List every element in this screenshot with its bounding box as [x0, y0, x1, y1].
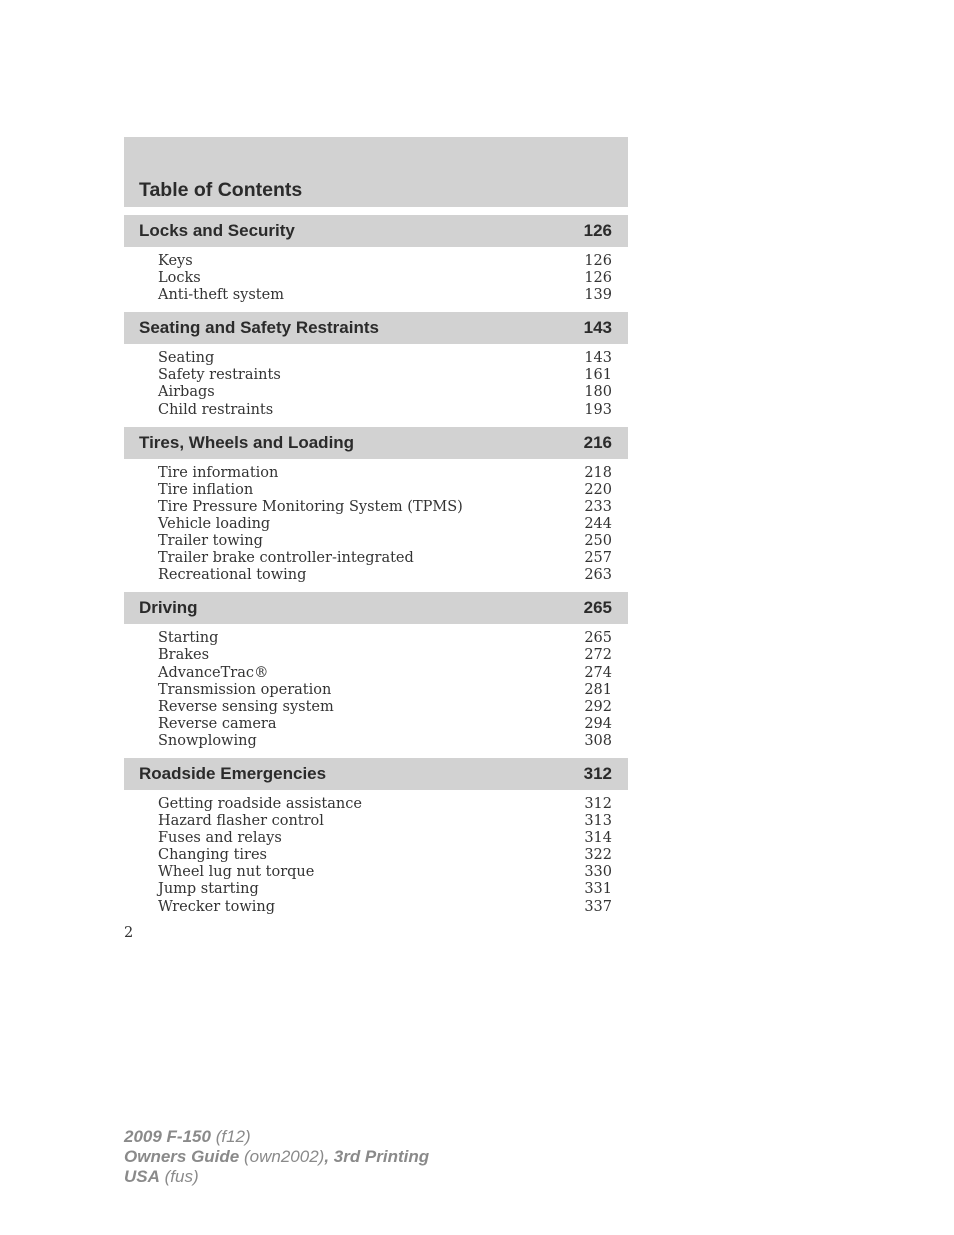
toc-entry-label: Keys — [158, 253, 193, 269]
footer-line-2 — [124, 1147, 429, 1167]
footer-market-code: (fus) — [164, 1167, 199, 1186]
toc-entry-label: Brakes — [158, 647, 210, 664]
toc-entry[interactable] — [124, 699, 628, 716]
toc-entry[interactable] — [124, 899, 628, 916]
toc-entry[interactable] — [124, 881, 628, 898]
toc-entry-label: Seating — [158, 350, 215, 367]
toc-entry-label: Trailer brake controller-integrated — [158, 550, 414, 567]
toc-entry-label: Vehicle loading — [158, 515, 271, 532]
toc-entry[interactable] — [124, 270, 628, 287]
section-page-number: 265 — [583, 598, 612, 618]
section-title: Seating and Safety Restraints — [139, 318, 379, 338]
toc-entry[interactable] — [124, 716, 628, 733]
toc-entry[interactable] — [124, 253, 628, 270]
toc-entry-label: Anti-theft system — [158, 287, 284, 304]
toc-entry-label: Locks — [158, 270, 201, 287]
toc-entry-page: 250 — [584, 533, 612, 550]
toc-entry-page: 244 — [584, 515, 612, 532]
toc-entry[interactable] — [124, 630, 628, 647]
toc-entry-page: 292 — [584, 698, 612, 715]
footer-market: USA — [124, 1167, 160, 1186]
toc-entry-page: 312 — [584, 795, 612, 812]
section-item-list — [124, 459, 628, 593]
toc-entry[interactable] — [124, 533, 628, 550]
section-item-list — [124, 624, 628, 758]
footer-guide-code: (own2002) — [243, 1147, 325, 1166]
toc-entry-page: 218 — [584, 464, 612, 481]
section-header[interactable] — [124, 215, 628, 247]
toc-section — [124, 592, 628, 758]
section-header[interactable] — [124, 592, 628, 624]
section-page-number: 216 — [583, 432, 612, 452]
toc-entry-page: 274 — [584, 664, 612, 681]
toc-entry-page: 126 — [584, 270, 612, 287]
toc-entry-page: 139 — [584, 287, 612, 304]
toc-entry-label: Wheel lug nut torque — [158, 864, 315, 881]
toc-entry-page: 161 — [584, 367, 612, 384]
toc-entry-label: Recreational towing — [158, 567, 307, 584]
toc-entry[interactable] — [124, 847, 628, 864]
toc-section — [124, 427, 628, 593]
toc-entry-page: 143 — [584, 350, 612, 367]
toc-entry-label: Fuses and relays — [158, 830, 282, 847]
section-item-list — [124, 247, 628, 312]
toc-entry[interactable] — [124, 402, 628, 419]
toc-entry[interactable] — [124, 830, 628, 847]
toc-entry[interactable] — [124, 367, 628, 384]
toc-entry-label: Transmission operation — [158, 681, 332, 698]
section-title: Locks and Security — [139, 221, 295, 240]
toc-entry-page: 272 — [584, 647, 612, 664]
section-page-number: 143 — [583, 318, 612, 338]
footer-printing: , 3rd Printing — [324, 1147, 430, 1166]
footer-guide: Owners Guide — [124, 1147, 240, 1166]
toc-entry-label: Jump starting — [158, 881, 259, 898]
toc-entry-label: Child restraints — [158, 401, 274, 418]
toc-entry-page: 294 — [584, 715, 612, 732]
toc-entry-page: 263 — [584, 567, 612, 584]
toc-section — [124, 312, 628, 426]
section-item-list — [124, 790, 628, 924]
toc-entry-label: Airbags — [158, 384, 215, 401]
toc-entry-label: Starting — [158, 630, 219, 647]
toc-entry-page: 265 — [584, 630, 612, 647]
toc-entry[interactable] — [124, 733, 628, 750]
toc-entry-label: Tire inflation — [158, 481, 254, 498]
section-title: Driving — [139, 598, 198, 618]
section-header[interactable] — [124, 427, 628, 459]
toc-entry-label: Getting roadside assistance — [158, 795, 362, 812]
toc-entry-page: 330 — [584, 864, 612, 881]
toc-entry-page: 331 — [584, 881, 612, 898]
section-page-number: 126 — [583, 221, 612, 240]
toc-entry-page: 257 — [584, 550, 612, 567]
toc-entry-page: 126 — [584, 253, 612, 269]
toc-entry-label: Reverse camera — [158, 715, 277, 732]
toc-entry[interactable] — [124, 287, 628, 304]
toc-entry-page: 308 — [584, 732, 612, 749]
toc-entry[interactable] — [124, 384, 628, 401]
toc-entry-label: Reverse sensing system — [158, 698, 334, 715]
toc-section — [124, 215, 628, 312]
toc-entry-page: 322 — [584, 847, 612, 864]
toc-entry[interactable] — [124, 350, 628, 367]
footer — [124, 1127, 429, 1187]
toc-entry-label: Tire Pressure Monitoring System (TPMS) — [158, 498, 463, 515]
section-header[interactable] — [124, 758, 628, 790]
toc-entry[interactable] — [124, 499, 628, 516]
toc-entry-page: 193 — [584, 401, 612, 418]
toc-entry[interactable] — [124, 864, 628, 881]
toc-entry-page: 180 — [584, 384, 612, 401]
toc-entry[interactable] — [124, 567, 628, 584]
toc-entry-label: Hazard flasher control — [158, 813, 324, 830]
toc-entry-label: Safety restraints — [158, 367, 281, 384]
toc-entry-page: 314 — [584, 830, 612, 847]
toc-entry[interactable] — [124, 665, 628, 682]
section-page-number: 312 — [583, 763, 612, 783]
footer-line-3 — [124, 1167, 429, 1187]
footer-line-1 — [124, 1127, 429, 1147]
toc-entry-label: Changing tires — [158, 847, 267, 864]
toc-entry[interactable] — [124, 647, 628, 664]
toc-entry-page: 337 — [584, 898, 612, 915]
toc-entry[interactable] — [124, 482, 628, 499]
toc-entry-label: Tire information — [158, 464, 279, 481]
toc-entry-page: 313 — [584, 813, 612, 830]
toc-entry[interactable] — [124, 465, 628, 482]
toc-entry-label: Trailer towing — [158, 533, 263, 550]
toc-entry-page: 233 — [584, 498, 612, 515]
toc-entry-label: Wrecker towing — [158, 898, 276, 915]
toc-entry-page: 220 — [584, 481, 612, 498]
toc-entry[interactable] — [124, 550, 628, 567]
toc-entry-label: AdvanceTrac® — [158, 664, 269, 681]
toc-entry[interactable] — [124, 813, 628, 830]
section-title: Tires, Wheels and Loading — [139, 432, 355, 452]
footer-model: 2009 F-150 — [124, 1127, 211, 1146]
section-header[interactable] — [124, 312, 628, 344]
toc-sections — [124, 215, 628, 924]
page-number: 2 — [124, 925, 134, 941]
toc-entry-label: Snowplowing — [158, 732, 257, 749]
footer-model-code: (f12) — [215, 1127, 251, 1146]
toc-entry[interactable] — [124, 516, 628, 533]
toc-entry[interactable] — [124, 796, 628, 813]
section-title: Roadside Emergencies — [139, 763, 327, 783]
toc-entry[interactable] — [124, 682, 628, 699]
toc-section — [124, 758, 628, 924]
page-title: Table of Contents — [139, 179, 303, 201]
section-item-list — [124, 344, 628, 426]
toc-header — [124, 137, 628, 207]
toc-entry-page: 281 — [584, 681, 612, 698]
